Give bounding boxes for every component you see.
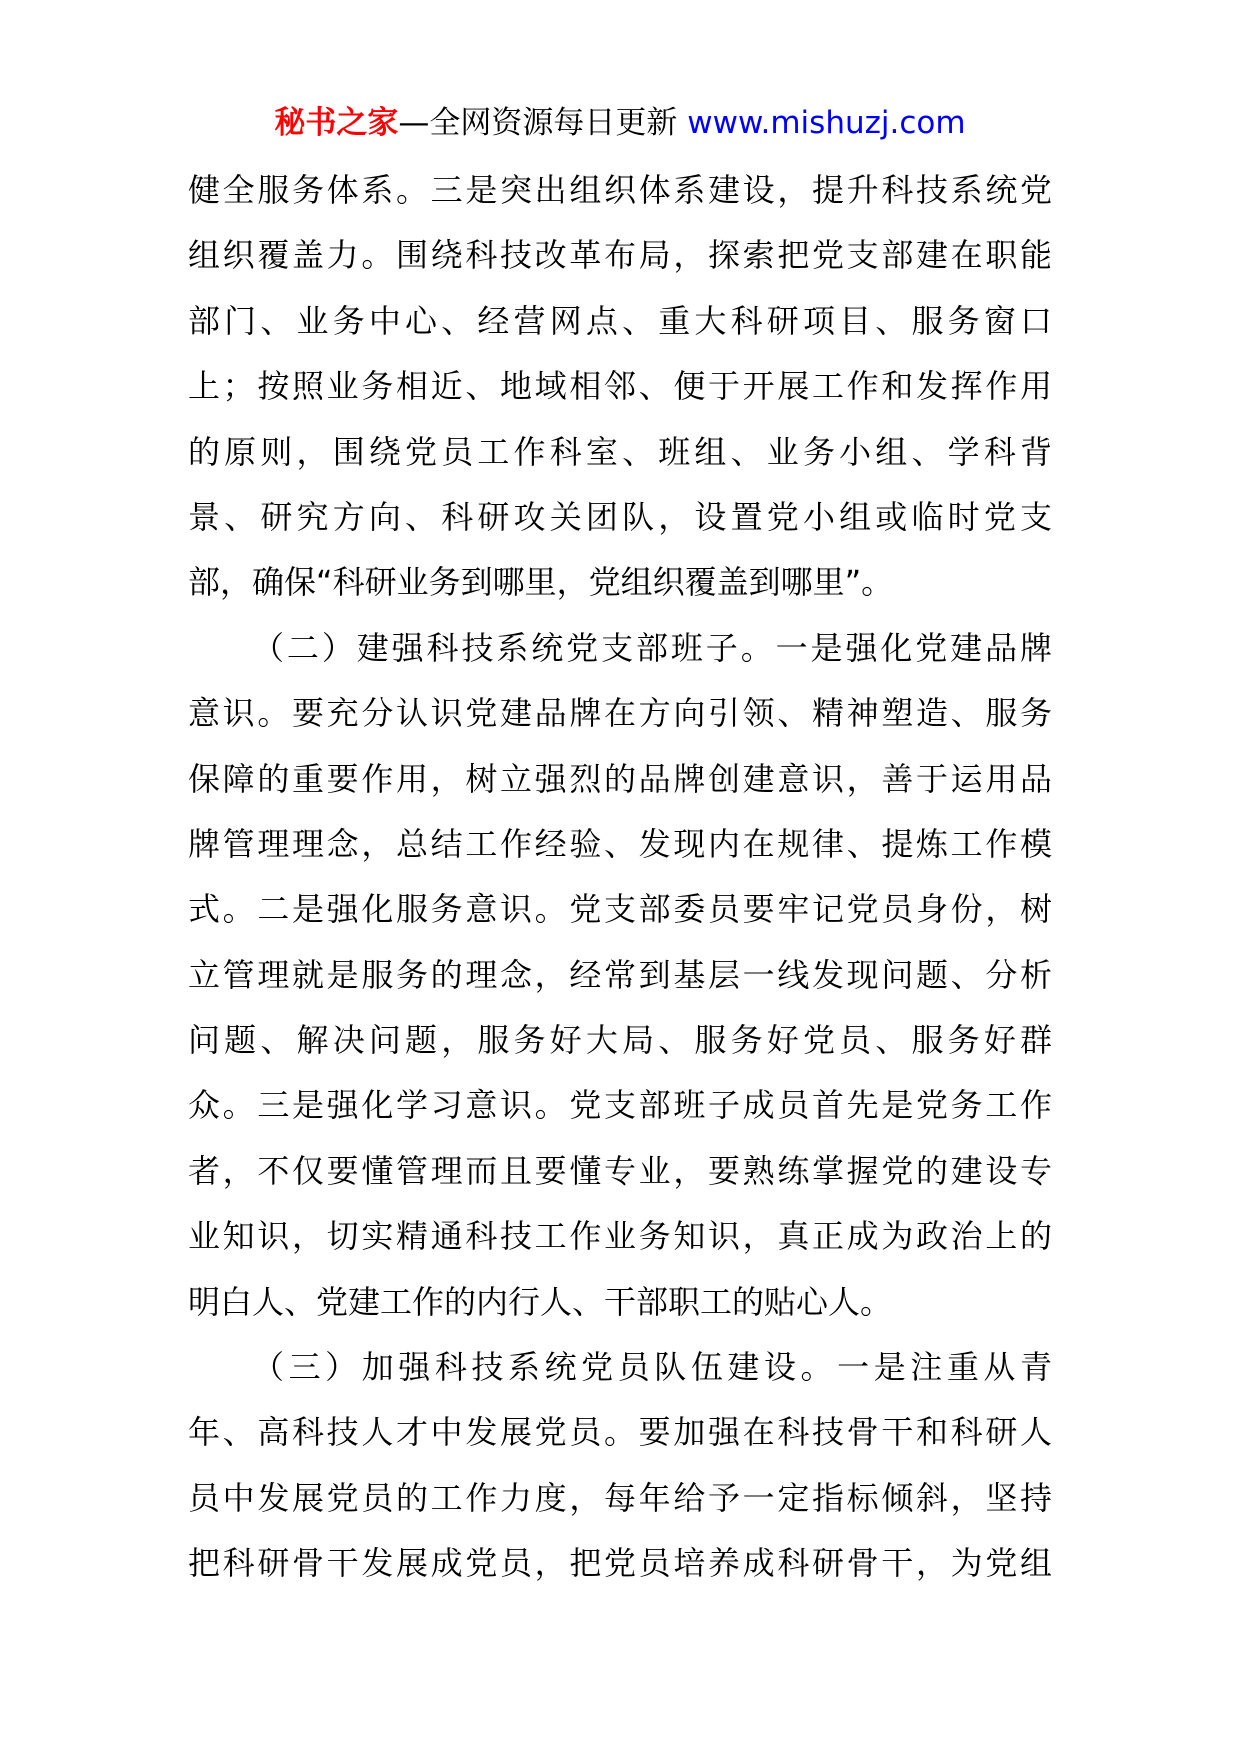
text-line: 问题、解决问题，服务好大局、服务好党员、服务好群 (188, 1021, 1052, 1060)
text-line: 把科研骨干发展成党员，把党员培养成科研骨干，为党组 (188, 1544, 1052, 1583)
text-line: 年、高科技人才中发展党员。要加强在科技骨干和科研人 (188, 1413, 1052, 1452)
text-line: 组织覆盖力。围绕科技改革布局，探索把党支部建在职能 (188, 236, 1052, 275)
text-line: 员中发展党员的工作力度，每年给予一定指标倾斜，坚持 (188, 1478, 1052, 1517)
document-body (188, 158, 1052, 1597)
page-header (0, 100, 1240, 146)
text-line: 意识。要充分认识党建品牌在方向引领、精神塑造、服务 (188, 694, 1052, 733)
text-line: 上；按照业务相近、地域相邻、便于开展工作和发挥作用 (188, 367, 1052, 406)
site-brand: 秘书之家 (274, 105, 399, 141)
text-line: 部门、业务中心、经营网点、重大科研项目、服务窗口 (188, 301, 1052, 340)
text-line: 保障的重要作用，树立强烈的品牌创建意识，善于运用品 (188, 759, 1052, 798)
text-line: 式。二是强化服务意识。党支部委员要牢记党员身份，树 (188, 890, 1052, 929)
text-line: 的原则，围绕党员工作科室、班组、业务小组、学科背 (188, 432, 1052, 471)
site-tagline: —全网资源每日更新 (398, 105, 678, 141)
text-line: 牌管理理念，总结工作经验、发现内在规律、提炼工作模 (188, 824, 1052, 863)
text-line: 部，确保“科研业务到哪里，党组织覆盖到哪里”。 (188, 563, 894, 602)
text-line: 众。三是强化学习意识。党支部班子成员首先是党务工作 (188, 1086, 1052, 1125)
site-url-link[interactable]: www.mishuzj.com (687, 105, 966, 141)
section-heading-line: （三）加强科技系统党员队伍建设。一是注重从青 (252, 1348, 1052, 1387)
text-line: 健全服务体系。三是突出组织体系建设，提升科技系统党 (188, 171, 1052, 209)
text-line: 业知识，切实精通科技工作业务知识，真正成为政治上的 (188, 1217, 1052, 1256)
section-heading-line: （二）建强科技系统党支部班子。一是强化党建品牌 (252, 628, 1052, 667)
text-line: 者，不仅要懂管理而且要懂专业，要熟练掌握党的建设专 (188, 1151, 1052, 1190)
text-line: 景、研究方向、科研攻关团队，设置党小组或临时党支 (188, 497, 1052, 536)
text-line: 明白人、党建工作的内行人、干部职工的贴心人。 (188, 1282, 893, 1321)
text-line: 立管理就是服务的理念，经常到基层一线发现问题、分析 (188, 955, 1052, 994)
